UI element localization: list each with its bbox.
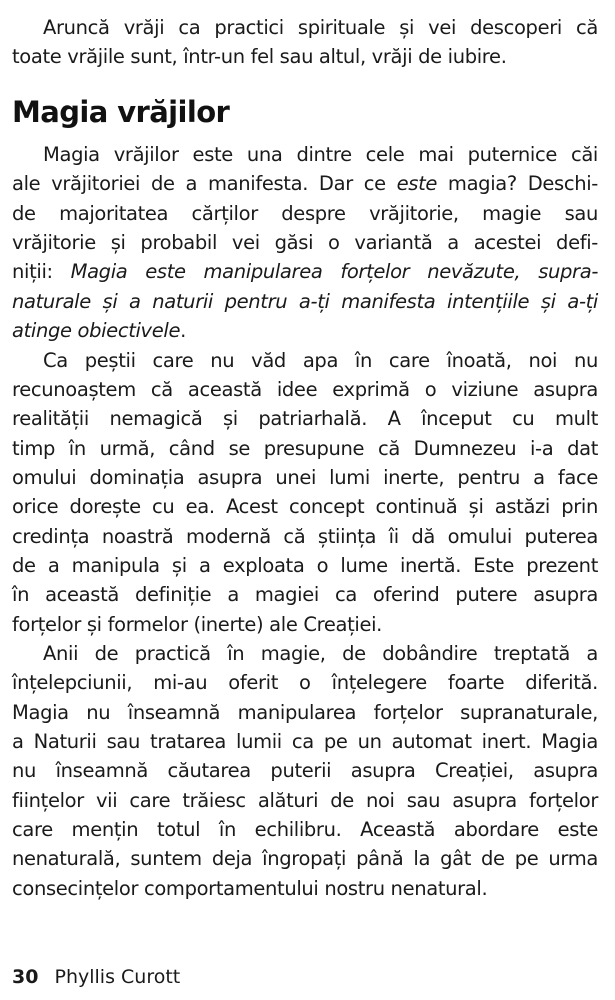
paragraph-2-line-1 <box>43 346 598 375</box>
section-heading: Magia vrăjilor <box>12 95 230 129</box>
text: Anii de practică în magie, de dobândire treptată a <box>43 642 598 665</box>
paragraph-1-line-3 <box>12 199 598 228</box>
paragraph-2-line-2 <box>12 375 598 404</box>
text: consecințelor comportamentului nostru nenatural. <box>12 876 488 900</box>
text: orice dorește cu ea. Acest concept continuă și astăzi prin <box>12 495 598 519</box>
paragraph-2-line-6 <box>12 492 598 521</box>
italic-text: este <box>396 172 438 196</box>
paragraph-3-line-7 <box>12 815 598 844</box>
paragraph-2-line-10 <box>12 610 598 639</box>
text: vrăjitorie și probabil vei găsi o variantă a acestei defi- <box>12 231 598 255</box>
intro-line-2: toate vrăjile sunt, într-un fel sau altul, vrăji de iubire. <box>12 45 507 68</box>
text: recunoaștem că această idee exprimă o viziune asupra <box>12 377 598 401</box>
text: a Naturii sau tratarea lumii ca pe un automat inert. Magia <box>12 730 598 753</box>
text: Ca peștii care nu văd apa în care înoată, noi nu <box>43 348 598 372</box>
paragraph-1-line-7 <box>12 316 598 345</box>
paragraph-3-line-3 <box>12 698 598 727</box>
text: nu înseamnă căutarea puterii asupra Creației, asupra <box>12 759 598 783</box>
page-footer <box>12 966 180 988</box>
text: nenaturală, suntem deja îngropați până la gât de pe urma <box>12 847 598 871</box>
text: în această definiție a magiei ca oferind putere asupra <box>12 583 598 607</box>
italic-text: naturale și a naturii pentru a-ți manifesta intențiile și a-ți <box>12 289 598 313</box>
paragraph-1-line-6 <box>12 287 598 316</box>
paragraph-1-line-2 <box>12 169 598 198</box>
paragraph-3-line-4 <box>12 727 598 756</box>
text: magia? Deschi- <box>437 172 598 196</box>
paragraph-2-line-5 <box>12 463 598 492</box>
italic-text: Magia este manipularea forțelor nevăzute, supra- <box>70 260 599 284</box>
paragraph-3-line-6 <box>12 786 598 815</box>
text: de a manipula și a exploata o lume inertă. Este prezent <box>12 553 598 577</box>
paragraph-3-line-9 <box>12 874 598 903</box>
text: timp în urmă, când se presupune că Dumnezeu i-a dat <box>12 436 598 460</box>
text: care mențin totul în echilibru. Această abordare este <box>12 818 598 842</box>
paragraph-1-line-5 <box>12 257 598 286</box>
paragraph-1-line-4 <box>12 228 598 257</box>
text: Magia nu înseamnă manipularea forțelor supranaturale, <box>12 700 598 724</box>
paragraph-2-line-7 <box>12 522 598 551</box>
text: forțelor și formelor (inerte) ale Creației. <box>12 612 383 636</box>
italic-text: atinge obiectivele <box>12 319 181 343</box>
text: Magia vrăjilor este una dintre cele mai puternice căi <box>43 143 598 166</box>
paragraph-3-line-5 <box>12 756 598 785</box>
intro-line-1: Aruncă vrăji ca practici spirituale și vei descoperi că <box>43 16 598 39</box>
paragraph-3-line-8 <box>12 844 598 873</box>
text: . <box>180 319 186 343</box>
paragraph-2-line-4 <box>12 434 598 463</box>
running-author: Phyllis Curott <box>54 966 181 988</box>
paragraph-2-line-8 <box>12 551 598 580</box>
paragraph-2-line-3 <box>12 404 598 433</box>
paragraph-2-line-9 <box>12 580 598 609</box>
paragraph-3-line-1 <box>43 639 598 668</box>
text: niții: <box>12 260 71 284</box>
text: realității nemagică și patriarhală. A început cu mult <box>12 407 598 431</box>
text: omului dominația asupra unei lumi inerte, pentru a face <box>12 465 598 489</box>
text: înțelepciunii, mi-au oferit o înțelegere foarte diferită. <box>12 671 598 695</box>
paragraph-3-line-2 <box>12 668 598 697</box>
text: credința noastră modernă că știința îi dă omului puterea <box>12 524 598 548</box>
page-number: 30 <box>12 966 39 988</box>
paragraph-1-line-1 <box>43 140 598 169</box>
text: de majoritatea cărților despre vrăjitorie, magie sau <box>12 201 598 225</box>
text: ființelor vii care trăiesc alături de noi sau asupra forțelor <box>12 788 598 812</box>
text: ale vrăjitoriei de a manifesta. Dar ce <box>12 172 397 196</box>
